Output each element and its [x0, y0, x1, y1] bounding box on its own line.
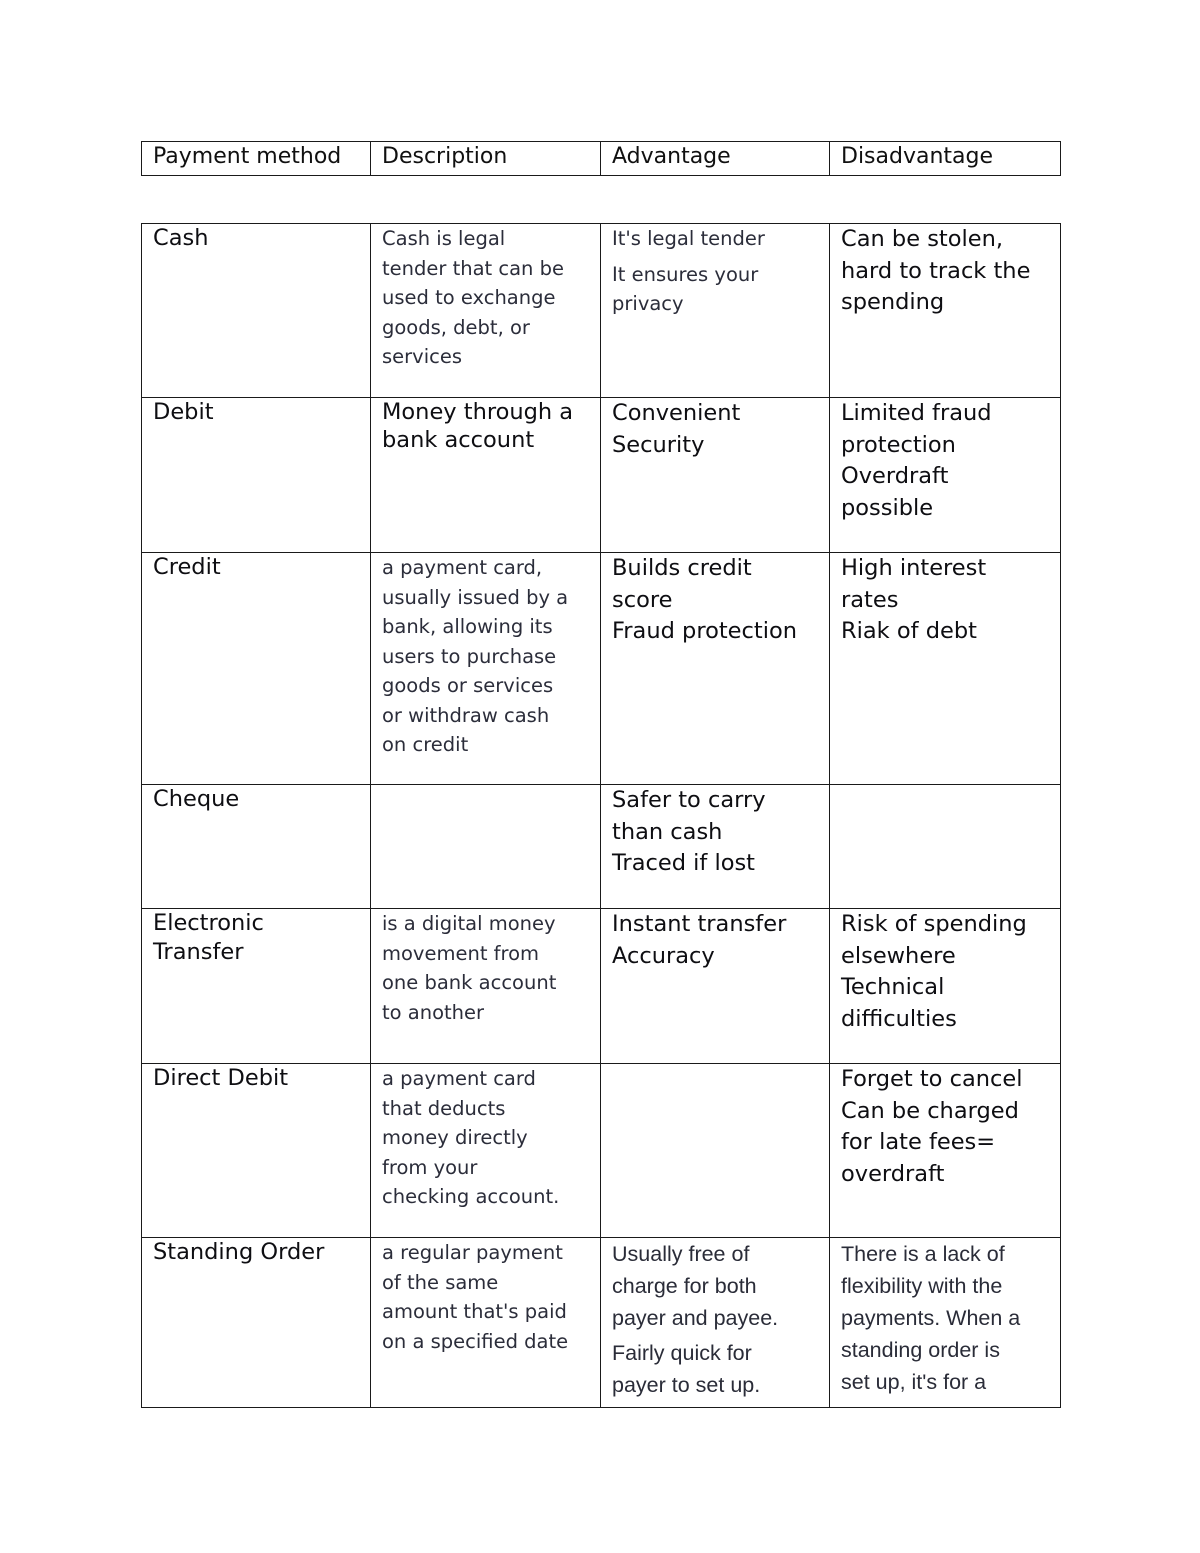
- disadvantage-cell: [830, 1064, 1061, 1238]
- description-cell: [371, 398, 601, 553]
- advantage-cell: [601, 1064, 830, 1238]
- description-line: checking account.: [382, 1185, 560, 1208]
- advantage-line: Safer to carry: [612, 787, 766, 813]
- advantage-cell: [601, 1238, 830, 1408]
- disadvantage-line: Can be stolen,: [841, 226, 1004, 252]
- table-row: [142, 1238, 1061, 1408]
- advantage-line: charge for both: [612, 1274, 757, 1298]
- table-row: [142, 909, 1061, 1064]
- advantage-line: Fairly quick for: [612, 1341, 752, 1365]
- method-name: Cash: [153, 225, 209, 251]
- advantage-line: score: [612, 586, 673, 613]
- advantage-line: payer to set up.: [612, 1373, 761, 1397]
- advantage-cell: [601, 224, 830, 398]
- disadvantage-line: for late fees=: [841, 1129, 996, 1155]
- description-line: on a specified date: [382, 1329, 569, 1353]
- payment-methods-table: [141, 223, 1061, 1408]
- advantage-line: privacy: [612, 292, 684, 315]
- header-table: [141, 141, 1061, 176]
- description-line: a payment card,: [382, 556, 543, 579]
- advantage-line: It's legal tender: [612, 227, 765, 250]
- description-line: amount that's paid: [382, 1300, 567, 1323]
- description-line: money directly: [382, 1126, 528, 1149]
- advantage-line: Fraud protection: [612, 618, 797, 644]
- header-advantage: Advantage: [601, 142, 830, 176]
- description-cell: [371, 1238, 601, 1408]
- disadvantage-cell: [830, 224, 1061, 398]
- advantage-line: Usually free of: [612, 1242, 750, 1266]
- description-line: bank account: [382, 427, 535, 453]
- advantage-line: Builds credit: [612, 555, 752, 581]
- advantage-line: It ensures your: [612, 262, 759, 286]
- disadvantage-line: Can be charged: [841, 1097, 1019, 1124]
- disadvantage-line: rates: [841, 586, 899, 613]
- disadvantage-line: Technical: [841, 974, 945, 1000]
- description-line: usually issued by a: [382, 585, 569, 609]
- disadvantage-line: Risk of spending: [841, 911, 1027, 937]
- disadvantage-line: overdraft: [841, 1160, 945, 1187]
- disadvantage-line: set up, it's for a: [841, 1370, 987, 1394]
- disadvantage-line: hard to track the: [841, 257, 1031, 284]
- description-line: a payment card: [382, 1067, 536, 1090]
- description-line: users to purchase: [382, 644, 557, 668]
- method-name: Electronic: [153, 910, 264, 936]
- method-cell: [142, 1238, 371, 1408]
- method-name: Standing Order: [153, 1239, 325, 1265]
- disadvantage-line: There is a lack of: [841, 1242, 1005, 1266]
- disadvantage-line: protection: [841, 431, 956, 458]
- disadvantage-cell: [830, 909, 1061, 1064]
- table-row: [142, 553, 1061, 785]
- table-row: [142, 785, 1061, 909]
- description-cell: [371, 1064, 601, 1238]
- disadvantage-line: payments. When a: [841, 1306, 1021, 1330]
- description-line: a regular payment: [382, 1241, 563, 1264]
- description-cell: [371, 909, 601, 1064]
- method-cell: [142, 909, 371, 1064]
- header-payment-method: Payment method: [142, 142, 371, 176]
- disadvantage-line: Forget to cancel: [841, 1066, 1023, 1092]
- description-line: is a digital money: [382, 912, 556, 935]
- description-cell: [371, 553, 601, 785]
- advantage-line: Instant transfer: [612, 911, 787, 937]
- header-row: [142, 142, 1061, 176]
- description-line: one bank account: [382, 971, 557, 994]
- disadvantage-line: Limited fraud: [841, 400, 992, 426]
- description-line: from your: [382, 1155, 478, 1179]
- method-cell: [142, 224, 371, 398]
- description-line: goods, debt, or: [382, 315, 530, 339]
- description-cell: [371, 785, 601, 909]
- advantage-line: Convenient: [612, 400, 741, 426]
- method-cell: [142, 553, 371, 785]
- advantage-line: Traced if lost: [612, 850, 756, 876]
- disadvantage-cell: [830, 1238, 1061, 1408]
- method-name: Direct Debit: [153, 1065, 289, 1091]
- disadvantage-line: difficulties: [841, 1005, 957, 1032]
- disadvantage-line: possible: [841, 494, 934, 521]
- description-line: Money through a: [382, 399, 574, 425]
- method-cell: [142, 785, 371, 909]
- advantage-cell: [601, 398, 830, 553]
- advantage-cell: [601, 785, 830, 909]
- disadvantage-cell: [830, 785, 1061, 909]
- method-cell: [142, 398, 371, 553]
- disadvantage-line: Overdraft: [841, 463, 949, 489]
- description-line: tender that can be: [382, 256, 564, 280]
- description-line: goods or services: [382, 674, 554, 697]
- advantage-line: Accuracy: [612, 942, 715, 969]
- disadvantage-line: High interest: [841, 555, 987, 581]
- advantage-cell: [601, 909, 830, 1064]
- description-line: on credit: [382, 733, 469, 756]
- method-cell: [142, 1064, 371, 1238]
- description-line: used to exchange: [382, 286, 556, 309]
- description-cell: [371, 224, 601, 398]
- advantage-line: than cash: [612, 818, 723, 845]
- disadvantage-line: spending: [841, 289, 945, 315]
- disadvantage-cell: [830, 398, 1061, 553]
- description-line: Cash is legal: [382, 227, 506, 250]
- method-name: Debit: [153, 399, 214, 425]
- header-description: Description: [371, 142, 601, 176]
- header-disadvantage: Disadvantage: [830, 142, 1061, 176]
- table-row: [142, 398, 1061, 553]
- disadvantage-line: flexibility with the: [841, 1274, 1003, 1298]
- advantage-line: Security: [612, 431, 705, 458]
- description-line: bank, allowing its: [382, 615, 553, 638]
- method-name: Transfer: [153, 939, 244, 965]
- description-line: services: [382, 345, 463, 368]
- advantage-line: payer and payee.: [612, 1306, 779, 1330]
- description-line: movement from: [382, 941, 540, 965]
- description-line: that deducts: [382, 1096, 506, 1120]
- disadvantage-cell: [830, 553, 1061, 785]
- description-line: or withdraw cash: [382, 703, 550, 727]
- disadvantage-line: elsewhere: [841, 942, 956, 969]
- disadvantage-line: standing order is: [841, 1338, 1000, 1362]
- description-line: of the same: [382, 1270, 499, 1294]
- method-name: Cheque: [153, 786, 240, 812]
- table-row: [142, 1064, 1061, 1238]
- method-name: Credit: [153, 554, 221, 580]
- table-row: [142, 224, 1061, 398]
- advantage-cell: [601, 553, 830, 785]
- disadvantage-line: Riak of debt: [841, 618, 977, 644]
- description-line: to another: [382, 1000, 485, 1024]
